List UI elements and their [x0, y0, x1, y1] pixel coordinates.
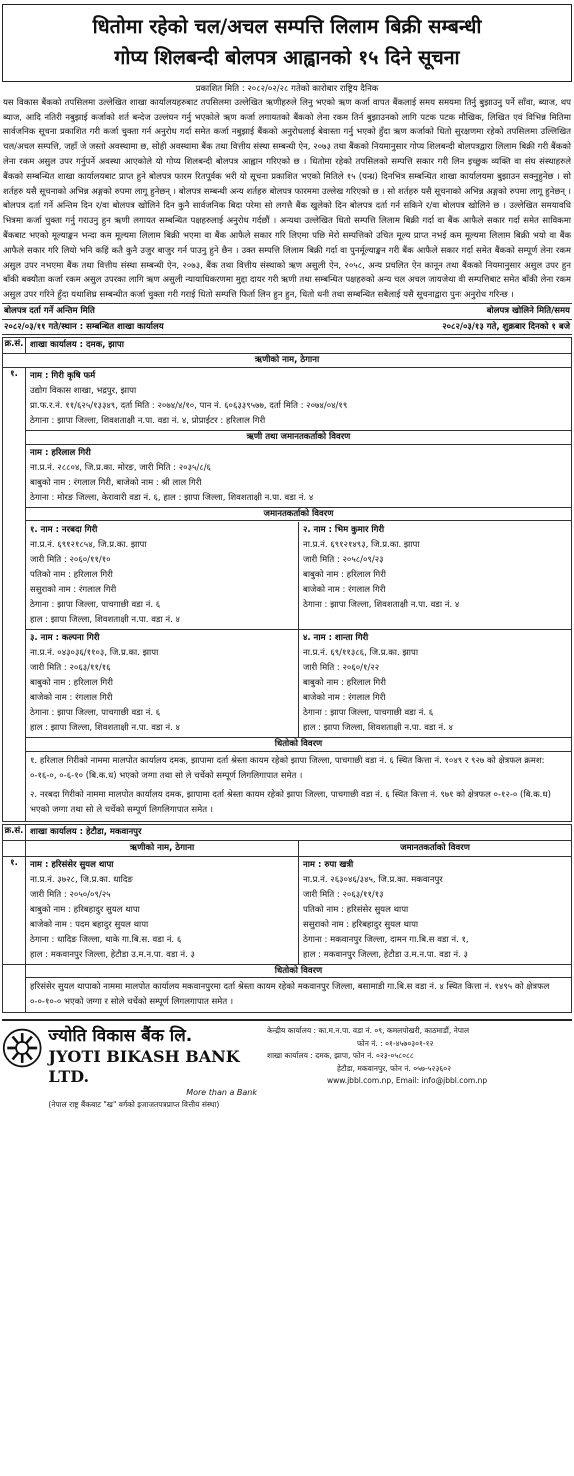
bank-footer — [2, 1019, 572, 1110]
title-line-2: गोप्य शिलबन्दी बोलपत्र आह्वानको १५ दिने सूचना — [114, 46, 460, 69]
guarantor-line: ४. नाम : शान्ता गिरी — [303, 633, 369, 644]
collateral-header: धितोको विवरण — [26, 737, 571, 752]
borrower-line: ठेगाना : झापा जिल्ला, शिवशताक्षी न.पा. वडा नं. ४, प्रोप्राईटर : हरिलाल गिरी — [30, 415, 266, 426]
website-link[interactable]: www.jbbl.com.np, Email: info@jbbl.com.np — [327, 1076, 488, 1086]
license-note: (नेपाल राष्ट्र बैंकबाट "ख" वर्गको इजाजतपत्रप्राप्त वित्तीय संस्था) — [48, 1100, 220, 1110]
sn-label: क्र.सं. — [3, 825, 26, 840]
guarantor-line: जारी मिति : २०६०/११/१० — [30, 555, 111, 566]
bank-logo — [2, 1025, 257, 1110]
bank-tagline: More than a Bank — [186, 1088, 257, 1098]
guarantor-line: जारी मिति : २०६०/१/२२ — [303, 663, 380, 674]
guarantor-line: ना.प्र.नं. ६९१२१८५४, जि.प्र.का. झापा — [30, 540, 147, 551]
borrower-line: प्रा.फ.र.नं. ११/६२५/१३३४९, दर्ता मिति : २०७४/४/१०, पान नं. ६०६३३९५७७, दर्ता मिति : २०७४/०४/१९ — [30, 400, 348, 411]
guarantor-line: बाबुको नाम : हरिलाल गिरी — [303, 570, 386, 581]
guarantor-line: ठेगाना : झापा जिल्ला, पाचगाछी वडा नं. ६ — [30, 600, 161, 611]
guarantor-card — [298, 522, 571, 629]
guarantor-line: ना.प्र.नं. २६३०४६/३४५, जि.प्र.का. मकवानपुर — [303, 874, 443, 885]
serial-number: १. — [3, 857, 26, 964]
contact-line: हेटौडा, मकवानपुर, फोन नं. ०५७-५२३६०२ — [337, 1063, 452, 1073]
borrower-line: ठेगाना : धादिङ जिल्ला, थाके गा.बि.स. वडा नं. ६ — [30, 934, 182, 945]
borrower-line: जारी मिति : २०५०/०९/२५ — [30, 889, 111, 900]
guarantor-card — [26, 630, 298, 737]
guarantor-line: हाल : झापा जिल्ला, शिवशताक्षी न.पा. वडा नं. ४ — [30, 723, 180, 734]
borrower-line: बाजेको नाम : पदम बहादुर सुयल थापा — [30, 919, 149, 930]
guarantor-line: बाबुको नाम : हरिलाल गिरी — [303, 678, 386, 689]
guarantor-line: ३. नाम : कल्पना गिरी — [30, 633, 100, 644]
bank-contacts — [257, 1025, 572, 1110]
guarantor-line: पतिको नाम : हरिलाल गिरी — [30, 570, 113, 581]
deadline-labels — [2, 303, 572, 320]
guarantor-line: ना.प्र.नं. ६९/११३८६, जि.प्र.का. झापा — [303, 648, 419, 659]
guarantor-line: नाम : रुपा खत्री — [303, 859, 354, 870]
guarantor-header: ऋणी तथा जमानतकर्ताको विवरण — [26, 430, 571, 445]
collateral-item: २. नरबदा गिरीको नाममा मालपोत कार्यालय दमक, झापामा दर्ता श्रेस्ता कायम रहेको झापा जिल्ला, पाचगाछी वडा नं. ६ स्थित कित्ता नं. ९७१ को क्षेत्रफल ०-१२-० (बि.क.ध) भएको जग्गा तथा सो ले चर्चेको सम्पूर्ण लिगलिगापात समेत । — [30, 790, 551, 816]
deadline-left-value: २०८२/०३/११ गते/स्थान : सम्बन्धित शाखा कार्यालय — [4, 321, 164, 332]
deadline-right-value: २०८२/०३/१३ गते, शुक्रबार दिनको १ बजे — [442, 321, 570, 332]
bank-logo-icon — [2, 1025, 42, 1071]
guarantor-line: ठेगाना : झापा जिल्ला, पाचगाछी वडा नं. ६ — [30, 708, 161, 719]
guarantor-line: पतिको नाम : हरिसंसेर सुयल थापा — [303, 904, 409, 915]
notice-title-box — [2, 4, 572, 82]
sn-label: क्र.सं. — [3, 338, 26, 353]
notice-page — [2, 4, 572, 1111]
notice-body: यस विकास बैंकको तपसिलमा उल्लेखित शाखा कार्यालयहरुबाट तपसिलमा उल्लेखित ऋणीहरुले लिनु भएको ऋण कर्जा वापत बैंकलाई समय समयमा तिर्नु बुझाउनु पर्ने साँवा, ब्याज, थप ब्याज, आदि नतिरी नबुझाई कर्जाको शर्त बन्देज उल्लंघन गर्नु भएकोले ऋण कर्जा लगायतको बैंकको लेना रकम तिर्न बुझाउनको लागि पटक पटक मौखिक, लिखित एवं विभिन्न मितिमा सार्वजनिक सूचना प्रकाशित गरी कर्जा चुक्ता गर्न अनुरोध गर्दा समेत कर्जा नबुझाई बैंकको अनुरोधलाई बेवास्ता गर्नु भएको हुँदा ऋण कर्जाको धितो सुरक्षणमा रहेको तपसिलमा उल्लिखित चल/अचल सम्पत्ति, जहाँ जे जस्तो अवस्थामा छ, सोही अवस्थामा बैंक तथा वित्तीय संस्था सम्बन्धी ऐन, २०७३ तथा बैंकको नियमानुसार गोप्य शिलबन्दी बोलपत्रद्वारा लिलाम बिक्री गरी बैंकको लेना रकम असुल उपर गर्नुपर्ने अवस्था आएकोले यो गोप्य शिलबन्दी बोलपत्र आह्वान गरिएको छ । धितोमा रहेको तपसिलको सम्पत्ति सकार गरी लिन इच्छुक व्यक्ति वा संघ संस्थाहरुले बैंकको सम्बन्धित शाखा कार्यालयबाट प्राप्त हुने बोलपत्र फारम रितपूर्वक भरी यो सूचना प्रकाशित भएको मितिले १५ (पन्ध्र) दिनभित्र सम्बन्धित शाखा कार्यालयमा बुझाउन सक्नुहुनेछ । सो शर्तहरु यसै सूचनाको अभिन्न अङ्गको रुपमा लागू हुनेछन् । बोलपत्र सम्बन्धी अन्य शर्तहरु बोलपत्र फारममा उल्लेख गरिएको छ । सो शर्तहरु यसै सूचनाको अभिन्न अङ्गको रुपमा लागू हुनेछन् । बोलपत्र दर्ता गर्ने अन्तिम दिन र/वा बोलपत्र खोलिने दिन कुनै सार्वजनिक बिदा परेमा सो लगत्तै बैंक खुलेको दिन बोलपत्र दर्ता गर्न सकिने र/वा बोलपत्र खोलिने छ । उल्लेखित समयावधि भित्रमा कर्जा चुक्ता गर्नु गराउनु हुन ऋणी लगायत सम्बन्धित पक्षहरुलाई अनुरोध गर्दछौं । अन्यथा उल्लेखित धितो सम्पत्ति लिलाम बिक्री गर्दा वा बैंक आफैले सकार गर्दा समेत साविकमा बैंकबाट भएको मूल्याङ्कन भन्दा कम मूल्यमा लिलाम बिक्री भएमा वा बैंक आफैले सकार गरि लिएमा पछि मेरो सम्पत्तिको उचित मूल्य प्राप्त नभई कम मूल्यमा लिलाम बिक्री भयो वा बैंक आफैले सकार गरि लियो भनि कहिं कतै कुनै उजुर बाजुर गर्न पाउनु हुने छैन । उक्त सम्पत्ति लिलाम बिक्री गर्दा वा पुनर्मूल्याङ्कन गरी बैंक आफैले सकार गर्दा समेत बैंकको सम्पूर्ण लेना रकम असुल उपर नभएमा बैंक तथा वित्तीय संस्था सम्बन्धी ऐन, २०७३, बैंक तथा वित्तीय संस्थाको ऋण असुली ऐन, २०५८, अन्य प्रचलित ऐन कानून तथा बैंकको नियमानुसार असुल उपर हुन बाँकी बक्यौता कर्जा रकम असुल उपरका लागि ऋण असुली न्यायाधिकरणमा मुद्दा दायर गरी ऋणी तथा सम्बन्धित पक्षहरुको अन्य चल अचल जायजेथा वी सम्पत्तिबाट समेत बाँकी लेना रकम असुल उपर गरिने हुँदा यथाशिघ्र सम्बन्धीत कर्जा चुक्ता गरी गराई धितो सम्पत्ति फिर्ता लिन हुन हुन, धितो धनी तथा सम्बन्धित सबैलाई यसै सूचनाद्वारा पुनः अनुरोध गरिन्छ । — [3, 97, 572, 301]
owner-line: ठेगाना : मोरङ जिल्ला, केरावारी वडा नं. ६, हाल : झापा जिल्ला, शिवशताक्षी न.पा. वडा नं. ४ — [30, 492, 314, 503]
guarantor-line: बाजेको नाम : रंगलाल गिरी — [303, 585, 386, 596]
guarantor-card — [298, 630, 571, 737]
published-date: प्रकाशित मिति : २०८२/०२/२८ गतेको कारोबार राष्ट्रिय दैनिक — [195, 84, 379, 94]
owner-line: बाबुको नाम : रंगलाल गिरी, बाजेको नाम : श्री लाल गिरी — [30, 477, 202, 488]
guarantor-line: हाल : मकवानपुर जिल्ला, हेटौडा उ.म.न.पा. वडा नं. ३ — [303, 949, 468, 960]
branch-name: शाखा कार्यालय : दमक, झापा — [30, 340, 124, 351]
guarantor-line: ठेगाना : झापा जिल्ला, शिवशताक्षी न.पा. वडा नं. ४ — [303, 600, 460, 611]
guarantor-line: ससुराको नाम : रंगलाल गिरी — [30, 585, 117, 596]
guarantor-header: जमानतकर्ताको विवरण — [298, 841, 571, 856]
owner-line: ना.प्र.नं. २८८०४, जि.प्र.का. मोरङ, जारी मिति : २०३५/८/६ — [30, 462, 211, 473]
collateral-header: धितोको विवरण — [26, 965, 571, 979]
guarantor-card — [298, 857, 571, 964]
guarantor-line: हाल : झापा जिल्ला, शिवशताक्षी न.पा. वडा नं. ४ — [30, 615, 180, 626]
guarantor-line: बाबुको नाम : हरिलाल गिरी — [30, 678, 113, 689]
title-line-1: धितोमा रहेको चल/अचल सम्पत्ति लिलाम बिक्री सम्बन्धी — [92, 15, 482, 38]
borrower-line: हाल : मकवानपुर जिल्ला, हेटौडा उ.म.न.पा. वडा नं. ३ — [30, 949, 195, 960]
borrower-line: उद्योग विकास शाखा, भद्रपुर, झापा — [30, 385, 137, 396]
guarantor-line: ठेगाना : झापा जिल्ला, पाचगाछी वडा नं. ६ — [303, 708, 434, 719]
bank-name-english: JYOTI BIKASH BANK LTD. — [48, 1047, 240, 1087]
borrower-header: ऋणीको नाम, ठेगाना — [129, 842, 195, 853]
guarantor-line: हाल : झापा जिल्ला, शिवशताक्षी न.पा. वडा नं. ४ — [303, 723, 453, 734]
deadline-right-label: बोलपत्र खोलिने मिति/समय — [486, 305, 570, 316]
guarantor-line: ठेगाना : मकवानपुर जिल्ला, दामन गा.बि.स वडा नं. १, — [303, 934, 469, 945]
borrower-card — [26, 857, 298, 964]
branch-name: शाखा कार्यालय : हेटौडा, मकवानपुर — [30, 827, 142, 838]
guarantor-card — [26, 522, 298, 629]
collateral-item: १. हरिलाल गिरीको नाममा मालपोत कार्यालय दमक, झापामा दर्ता श्रेस्ता कायम रहेको झापा जिल्ला, पाचगाछी वडा नं. ६ स्थित कित्ता नं. १०४९ र ९२७ को क्षेत्रफल क्रमश: ०-१६-०, ०-६-१० (बि.क.ध) भएको जग्गा तथा सो ले चर्चेको सम्पूर्ण लिगलिगापात समेत । — [30, 756, 545, 782]
borrower-line: बाबुको नाम : हरिबहादुर सुयल थापा — [30, 904, 140, 915]
deadline-left-label: बोलपत्र दर्ता गर्ने अन्तिम मिति — [4, 305, 95, 316]
contact-line: केन्द्रीय कार्यालय : का.म.न.पा. वडा नं. ०९, कमलपोखरी, काठमाडौं, नेपाल — [267, 1026, 470, 1036]
borrower-line: नाम : हरिसंसेर सुयल थापा — [30, 859, 114, 870]
guarantor-line: बाजेको नाम : रंगलाल गिरी — [303, 693, 386, 704]
borrower-line: नाम : गिरी कृषि फर्म — [30, 370, 96, 381]
guarantor-line: ना.प्र.नं. ०४३०३६/११०३, जि.प्र.का. झापा — [30, 648, 159, 659]
guarantor-line: जारी मिति : २०६३/११/१३ — [303, 889, 384, 900]
bank-name-nepali: ज्योति विकास बैंक लि. — [48, 1026, 193, 1047]
contact-line: शाखा कार्यालय : दमक, झापा, फोन नं. ०२३-०५८०८८ — [267, 1051, 414, 1061]
guarantor-line: ससुराको नाम : हरिबहादुर सुयल थापा — [303, 919, 419, 930]
borrower-header: ऋणीको नाम, ठेगाना — [3, 353, 571, 368]
guarantor-line: २. नाम : भिम कुमार गिरी — [303, 525, 385, 536]
guarantor-line: बाजेको नाम : रंगलाल गिरी — [30, 693, 113, 704]
contact-line: फोन नं. : ०१-४५७०३०१-१२ — [357, 1038, 434, 1048]
borrower-line: ना.प्र.नं. ३७२८, जि.प्र.का. धादिङ — [30, 874, 133, 885]
collateral-item: हरिसंसेर सुयल थापाको नाममा मालपोत कार्यालय मकवानपुरमा दर्ता श्रेस्ता कायम रहेको मकवानपुर जिल्ला, बसामाडी गा.बि.स वडा नं. ४ स्थित कित्ता नं. १४९५ को क्षेत्रफल ०-०-१०-० भएको जग्गा र सोले चर्चेको सम्पूर्ण लिगलगापात समेत । — [30, 982, 550, 1008]
owner-line: नाम : हरिलाल गिरी — [30, 447, 91, 458]
deadline-values — [2, 320, 572, 336]
section-damak — [2, 337, 572, 822]
guarantor-line: जारी मिति : २०६३/११/१६ — [30, 663, 111, 674]
guarantor-line: जारी मिति : २०५८/०९/२३ — [303, 555, 384, 566]
guarantor-line: १. नाम : नरबदा गिरी — [30, 525, 98, 536]
guarantors-header: जमानतकर्ताको विवरण — [26, 507, 571, 522]
section-hetauda — [2, 824, 572, 1013]
serial-number: १. — [3, 368, 26, 821]
guarantor-line: ना.प्र.नं. ६९१२१४९३, जि.प्र.का. झापा — [303, 540, 420, 551]
